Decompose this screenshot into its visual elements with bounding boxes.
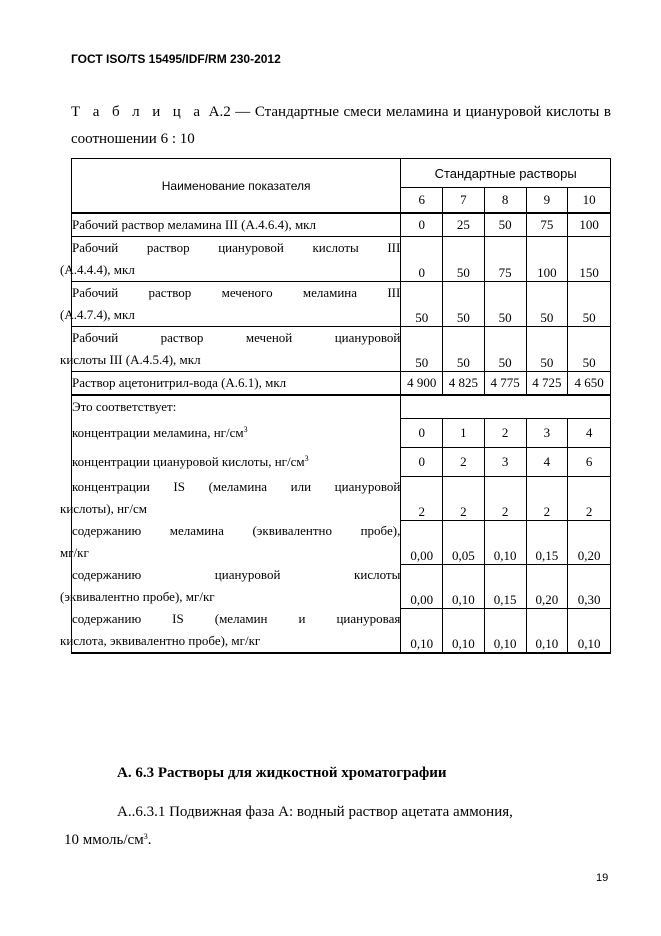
cell-value: 2 <box>443 476 485 520</box>
cell-value: 3 <box>484 447 526 476</box>
cell-value: 4 775 <box>484 372 526 396</box>
column-header-8: 8 <box>484 188 526 214</box>
cell-value: 0,00 <box>401 564 443 608</box>
row-label <box>72 447 401 476</box>
paragraph-line2-end: . <box>147 832 152 848</box>
cell-value: 50 <box>484 327 526 372</box>
cell-value: 2 <box>484 476 526 520</box>
table-row <box>72 327 611 372</box>
cell-value: 2 <box>443 447 485 476</box>
standards-group-header: Стандартные растворы <box>401 159 611 188</box>
cell-value: 50 <box>401 282 443 327</box>
table-caption <box>71 99 611 153</box>
caption-prefix: Т а б л и ц а <box>71 104 205 120</box>
cell-value: 4 <box>526 447 568 476</box>
paragraph-line1: А..6.3.1 Подвижная фаза А: водный раствор ацетата аммония, <box>117 804 513 820</box>
row-label-line2: кислота, эквивалентно пробе), мг/кг <box>60 633 261 648</box>
cell-value: 100 <box>568 213 611 237</box>
corresponds-label: Это соответствует: <box>72 395 401 418</box>
cell-value: 0,10 <box>484 520 526 564</box>
cell-value: 4 650 <box>568 372 611 396</box>
cell-value: 4 725 <box>526 372 568 396</box>
cell-value: 4 <box>568 418 611 447</box>
row-label-text: Раствор ацетонитрил-вода (А.6.1), мкл <box>72 375 287 390</box>
cell-value: 50 <box>526 282 568 327</box>
standards-table <box>60 158 611 654</box>
row-label-line1: Рабочий раствор циануровой кислоты III <box>72 240 401 255</box>
cell-value: 50 <box>484 213 526 237</box>
row-label-line2: кислоты), нг/см <box>60 501 148 516</box>
cell-value: 2 <box>526 476 568 520</box>
row-label-text: концентрации меламина, нг/см <box>72 424 244 440</box>
row-label <box>72 372 401 396</box>
name-column-header: Наименование показателя <box>72 159 401 214</box>
cell-value: 2 <box>484 418 526 447</box>
cell-value: 0,30 <box>568 564 611 608</box>
cell-value: 0,20 <box>526 564 568 608</box>
cell-value: 50 <box>568 327 611 372</box>
cell-value: 0,15 <box>526 520 568 564</box>
table-row <box>72 282 611 327</box>
page-number: 19 <box>596 872 609 884</box>
row-label-line1: содержанию меламина (эквивалентно пробе), <box>72 523 401 538</box>
cell-value: 50 <box>443 237 485 282</box>
row-label-line1: содержанию IS (меламин и циануровая <box>72 611 401 626</box>
cell-value: 100 <box>526 237 568 282</box>
row-label-line2: (А.4.7.4), мкл <box>60 307 135 322</box>
caption-text: А.2 — Стандартные смеси меламина и циануровой кислоты в соотношении 6 : 10 <box>71 104 611 147</box>
table-row <box>72 564 611 608</box>
column-header-6: 6 <box>401 188 443 214</box>
paragraph-line2 <box>64 832 151 849</box>
cell-value: 50 <box>401 327 443 372</box>
column-header-9: 9 <box>526 188 568 214</box>
row-label-line2: (эквивалентно пробе), мг/кг <box>60 589 215 604</box>
row-label <box>60 237 401 282</box>
row-label <box>60 476 401 520</box>
cell-value: 75 <box>484 237 526 282</box>
row-label <box>72 418 401 447</box>
cell-value: 0,10 <box>526 608 568 653</box>
row-label <box>60 520 401 564</box>
cell-value: 75 <box>526 213 568 237</box>
cell-value: 4 825 <box>443 372 485 396</box>
row-label-line2: мг/кг <box>60 545 89 560</box>
cell-value: 6 <box>568 447 611 476</box>
cell-value: 0 <box>401 447 443 476</box>
cell-value: 2 <box>568 476 611 520</box>
cell-value: 1 <box>443 418 485 447</box>
cell-value: 0 <box>401 418 443 447</box>
cell-value: 0,20 <box>568 520 611 564</box>
row-label-text: концентрации циануровой кислоты, нг/см <box>72 453 305 469</box>
table-row <box>72 237 611 282</box>
row-label-line2: кислоты III (А.4.5.4), мкл <box>60 352 201 367</box>
cell-value: 0,05 <box>443 520 485 564</box>
row-label-line1: концентрации IS (меламина или циануровой <box>72 479 401 494</box>
cell-value: 50 <box>443 327 485 372</box>
cell-value: 0,10 <box>443 608 485 653</box>
row-label <box>60 327 401 372</box>
row-label <box>60 608 401 653</box>
cell-value: 50 <box>526 327 568 372</box>
cell-value: 50 <box>484 282 526 327</box>
paragraph-line2-sup: 3 <box>143 832 148 841</box>
cell-value: 0,10 <box>401 608 443 653</box>
cell-value: 0 <box>401 237 443 282</box>
cell-value: 25 <box>443 213 485 237</box>
cell-value: 4 900 <box>401 372 443 396</box>
row-label-line1: Рабочий раствор меченой циануровой <box>72 330 401 345</box>
cell-value: 0,10 <box>484 608 526 653</box>
row-label-sup: 3 <box>304 453 309 463</box>
row-label-text: Рабочий раствор меламина III (А.4.6.4), мкл <box>72 217 316 232</box>
cell-value: 0,15 <box>484 564 526 608</box>
document-header: ГОСТ ISO/TS 15495/IDF/RM 230-2012 <box>71 52 281 66</box>
row-label-line2: (А.4.4.4), мкл <box>60 262 135 277</box>
cell-value: 3 <box>526 418 568 447</box>
column-header-10: 10 <box>568 188 611 214</box>
table-row <box>72 372 611 396</box>
table-row <box>72 418 611 447</box>
table-row <box>72 476 611 520</box>
cell-value: 50 <box>568 282 611 327</box>
row-label <box>60 564 401 608</box>
paragraph-line2-text: 10 ммоль/см <box>64 832 144 848</box>
cell-value: 0,00 <box>401 520 443 564</box>
row-label <box>60 282 401 327</box>
table-row <box>72 447 611 476</box>
cell-value: 50 <box>443 282 485 327</box>
cell-value: 0 <box>401 213 443 237</box>
section-title: А. 6.3 Растворы для жидкостной хроматографии <box>117 765 447 781</box>
column-header-7: 7 <box>443 188 485 214</box>
table-row <box>72 520 611 564</box>
cell-value: 150 <box>568 237 611 282</box>
row-label-sup: 3 <box>243 424 248 434</box>
cell-value: 2 <box>401 476 443 520</box>
cell-value: 0,10 <box>443 564 485 608</box>
row-label-line1: содержанию циануровой кислоты <box>72 567 401 582</box>
cell-value: 0,10 <box>568 608 611 653</box>
row-label <box>72 213 401 237</box>
table-row <box>72 213 611 237</box>
row-label-line1: Рабочий раствор меченого меламина III <box>72 285 401 300</box>
table-row <box>72 608 611 653</box>
